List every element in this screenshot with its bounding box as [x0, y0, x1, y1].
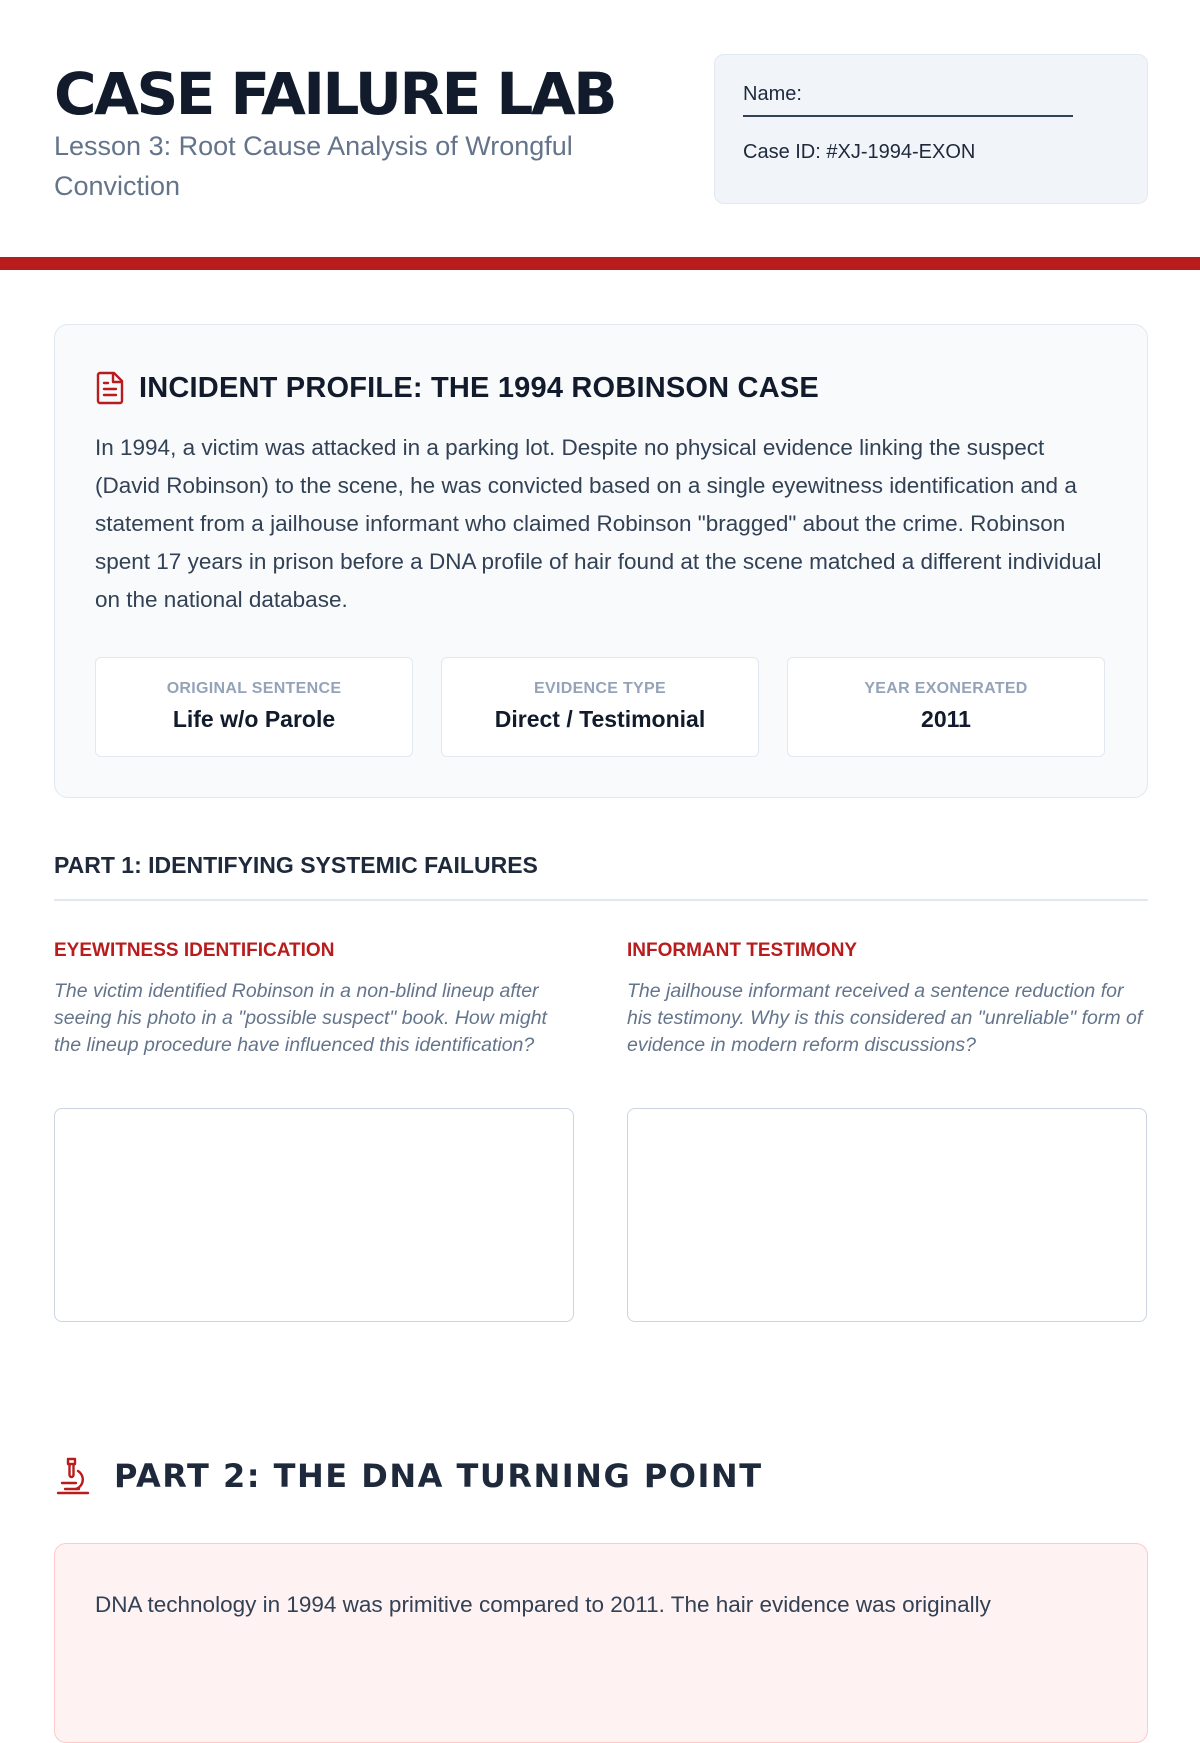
stat-evidence-type — [441, 657, 759, 757]
stat-label: ORIGINAL SENTENCE — [166, 680, 342, 697]
header — [54, 54, 1148, 204]
dna-context-card — [54, 1543, 1148, 1743]
part1-divider — [54, 899, 1148, 901]
informant-answer-box[interactable] — [627, 1108, 1147, 1322]
header-divider — [0, 257, 1200, 270]
name-label: Name: — [743, 83, 802, 105]
incident-title: INCIDENT PROFILE: THE 1994 ROBINSON CASE — [139, 371, 819, 404]
incident-description: In 1994, a victim was attacked in a parking lot. Despite no physical evidence linking the suspect (David Robinson) to the scene, he was convicted based on a single eyewitness identification and a statement from a jailhouse informant who claimed Robinson "bragged" about the crime. Robinson spent 17 years in prison before a DNA profile of hair found at the scene matched a different individual on the national database. — [95, 435, 1102, 612]
section-prompt: The victim identified Robinson in a non-blind lineup after seeing his photo in a "possible suspect" book. How might the lineup procedure have influenced this identification? — [54, 980, 547, 1056]
student-info-box — [714, 54, 1148, 204]
page-subtitle: Lesson 3: Root Cause Analysis of Wrongful Conviction — [54, 131, 573, 201]
microscope-icon — [54, 1456, 92, 1496]
section-title: INFORMANT TESTIMONY — [627, 940, 858, 961]
informant-section — [627, 940, 1147, 1059]
part1-title: PART 1: IDENTIFYING SYSTEMIC FAILURES — [54, 852, 538, 878]
stat-value: 2011 — [921, 706, 971, 732]
part2-title: PART 2: THE DNA TURNING POINT — [114, 1457, 763, 1495]
stat-value: Life w/o Parole — [172, 706, 336, 732]
page-title: CASE FAILURE LAB — [54, 60, 615, 128]
eyewitness-section — [54, 940, 574, 1059]
stat-value: Direct / Testimonial — [494, 706, 706, 732]
section-prompt: The jailhouse informant received a sentence reduction for his testimony. Why is this considered an "unreliable" form of evidence in modern reform discussions? — [627, 980, 1143, 1056]
incident-stats — [95, 657, 1109, 757]
stat-label: EVIDENCE TYPE — [534, 680, 666, 697]
eyewitness-answer-box[interactable] — [54, 1108, 574, 1322]
stat-original-sentence — [95, 657, 413, 757]
dna-context-text: DNA technology in 1994 was primitive compared to 2011. The hair evidence was originally — [95, 1592, 991, 1617]
incident-profile-card — [54, 324, 1148, 798]
stat-year-exonerated — [787, 657, 1105, 757]
stat-label: YEAR EXONERATED — [864, 680, 1028, 697]
incident-header — [95, 363, 1107, 413]
case-id: Case ID: #XJ-1994-EXON — [743, 141, 976, 163]
name-field[interactable] — [743, 115, 1073, 117]
section-title: EYEWITNESS IDENTIFICATION — [54, 940, 335, 961]
document-icon — [95, 371, 125, 405]
part2-header — [54, 1456, 763, 1496]
